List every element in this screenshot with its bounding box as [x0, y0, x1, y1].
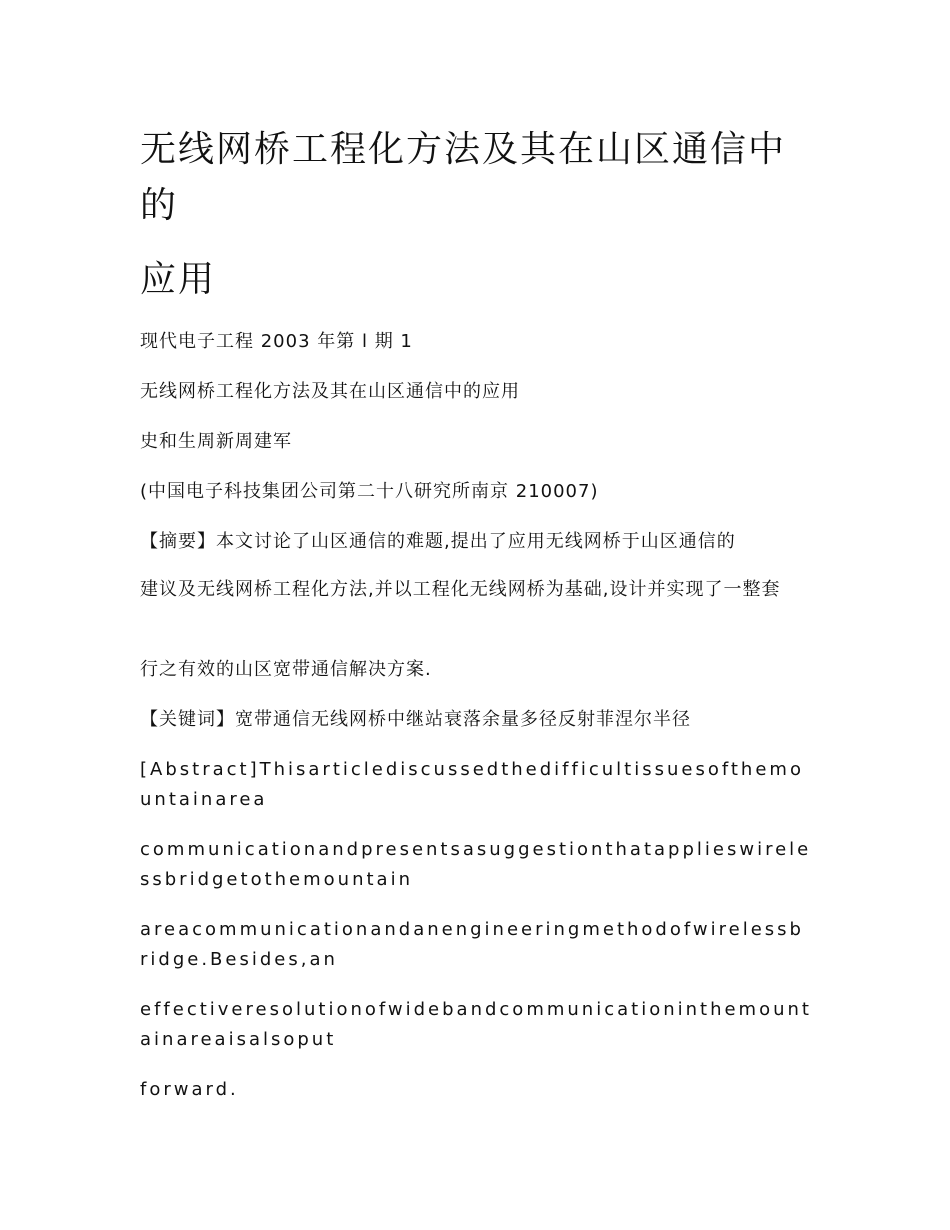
affiliation: (中国电子科技集团公司第二十八研究所南京 210007) — [140, 481, 599, 502]
abstract-en-line-5: forward. — [140, 1079, 239, 1100]
document-body — [140, 122, 812, 1100]
abstract-en-line-1: [Abstract]Thisarticlediscussedthedifficultissuesofthemountainarea — [140, 759, 804, 810]
abstract-cn-line-3: 行之有效的山区宽带通信解决方案. — [140, 659, 432, 680]
article-title-cn: 无线网桥工程化方法及其在山区通信中的应用 — [140, 381, 520, 402]
abstract-cn-line-1: 【摘要】本文讨论了山区通信的难题,提出了应用无线网桥于山区通信的 — [140, 531, 736, 552]
document-title — [140, 122, 812, 234]
keywords-cn: 【关键词】宽带通信无线网桥中继站衰落余量多径反射菲涅尔半径 — [140, 709, 691, 730]
journal-info: 现代电子工程 2003 年第 l 期 1 — [140, 331, 413, 352]
authors: 史和生周新周建军 — [140, 431, 292, 452]
title-line-2: 应用 — [140, 259, 217, 300]
abstract-en-line-2: communicationandpresentsasuggestionthatapplieswirelessbridgetothemountain — [140, 839, 812, 890]
abstract-en-line-4: effectiveresolutionofwidebandcommunicationinthemountainareaisalsoput — [140, 999, 812, 1050]
abstract-cn-line-2: 建议及无线网桥工程化方法,并以工程化无线网桥为基础,设计并实现了一整套 — [140, 579, 781, 600]
abstract-en-line-3: areacommunicationandanengineeringmethodofwirelessbridge.Besides,an — [140, 919, 804, 970]
document-title-continued — [140, 252, 812, 308]
title-line-1: 无线网桥工程化方法及其在山区通信中的 — [140, 129, 787, 226]
